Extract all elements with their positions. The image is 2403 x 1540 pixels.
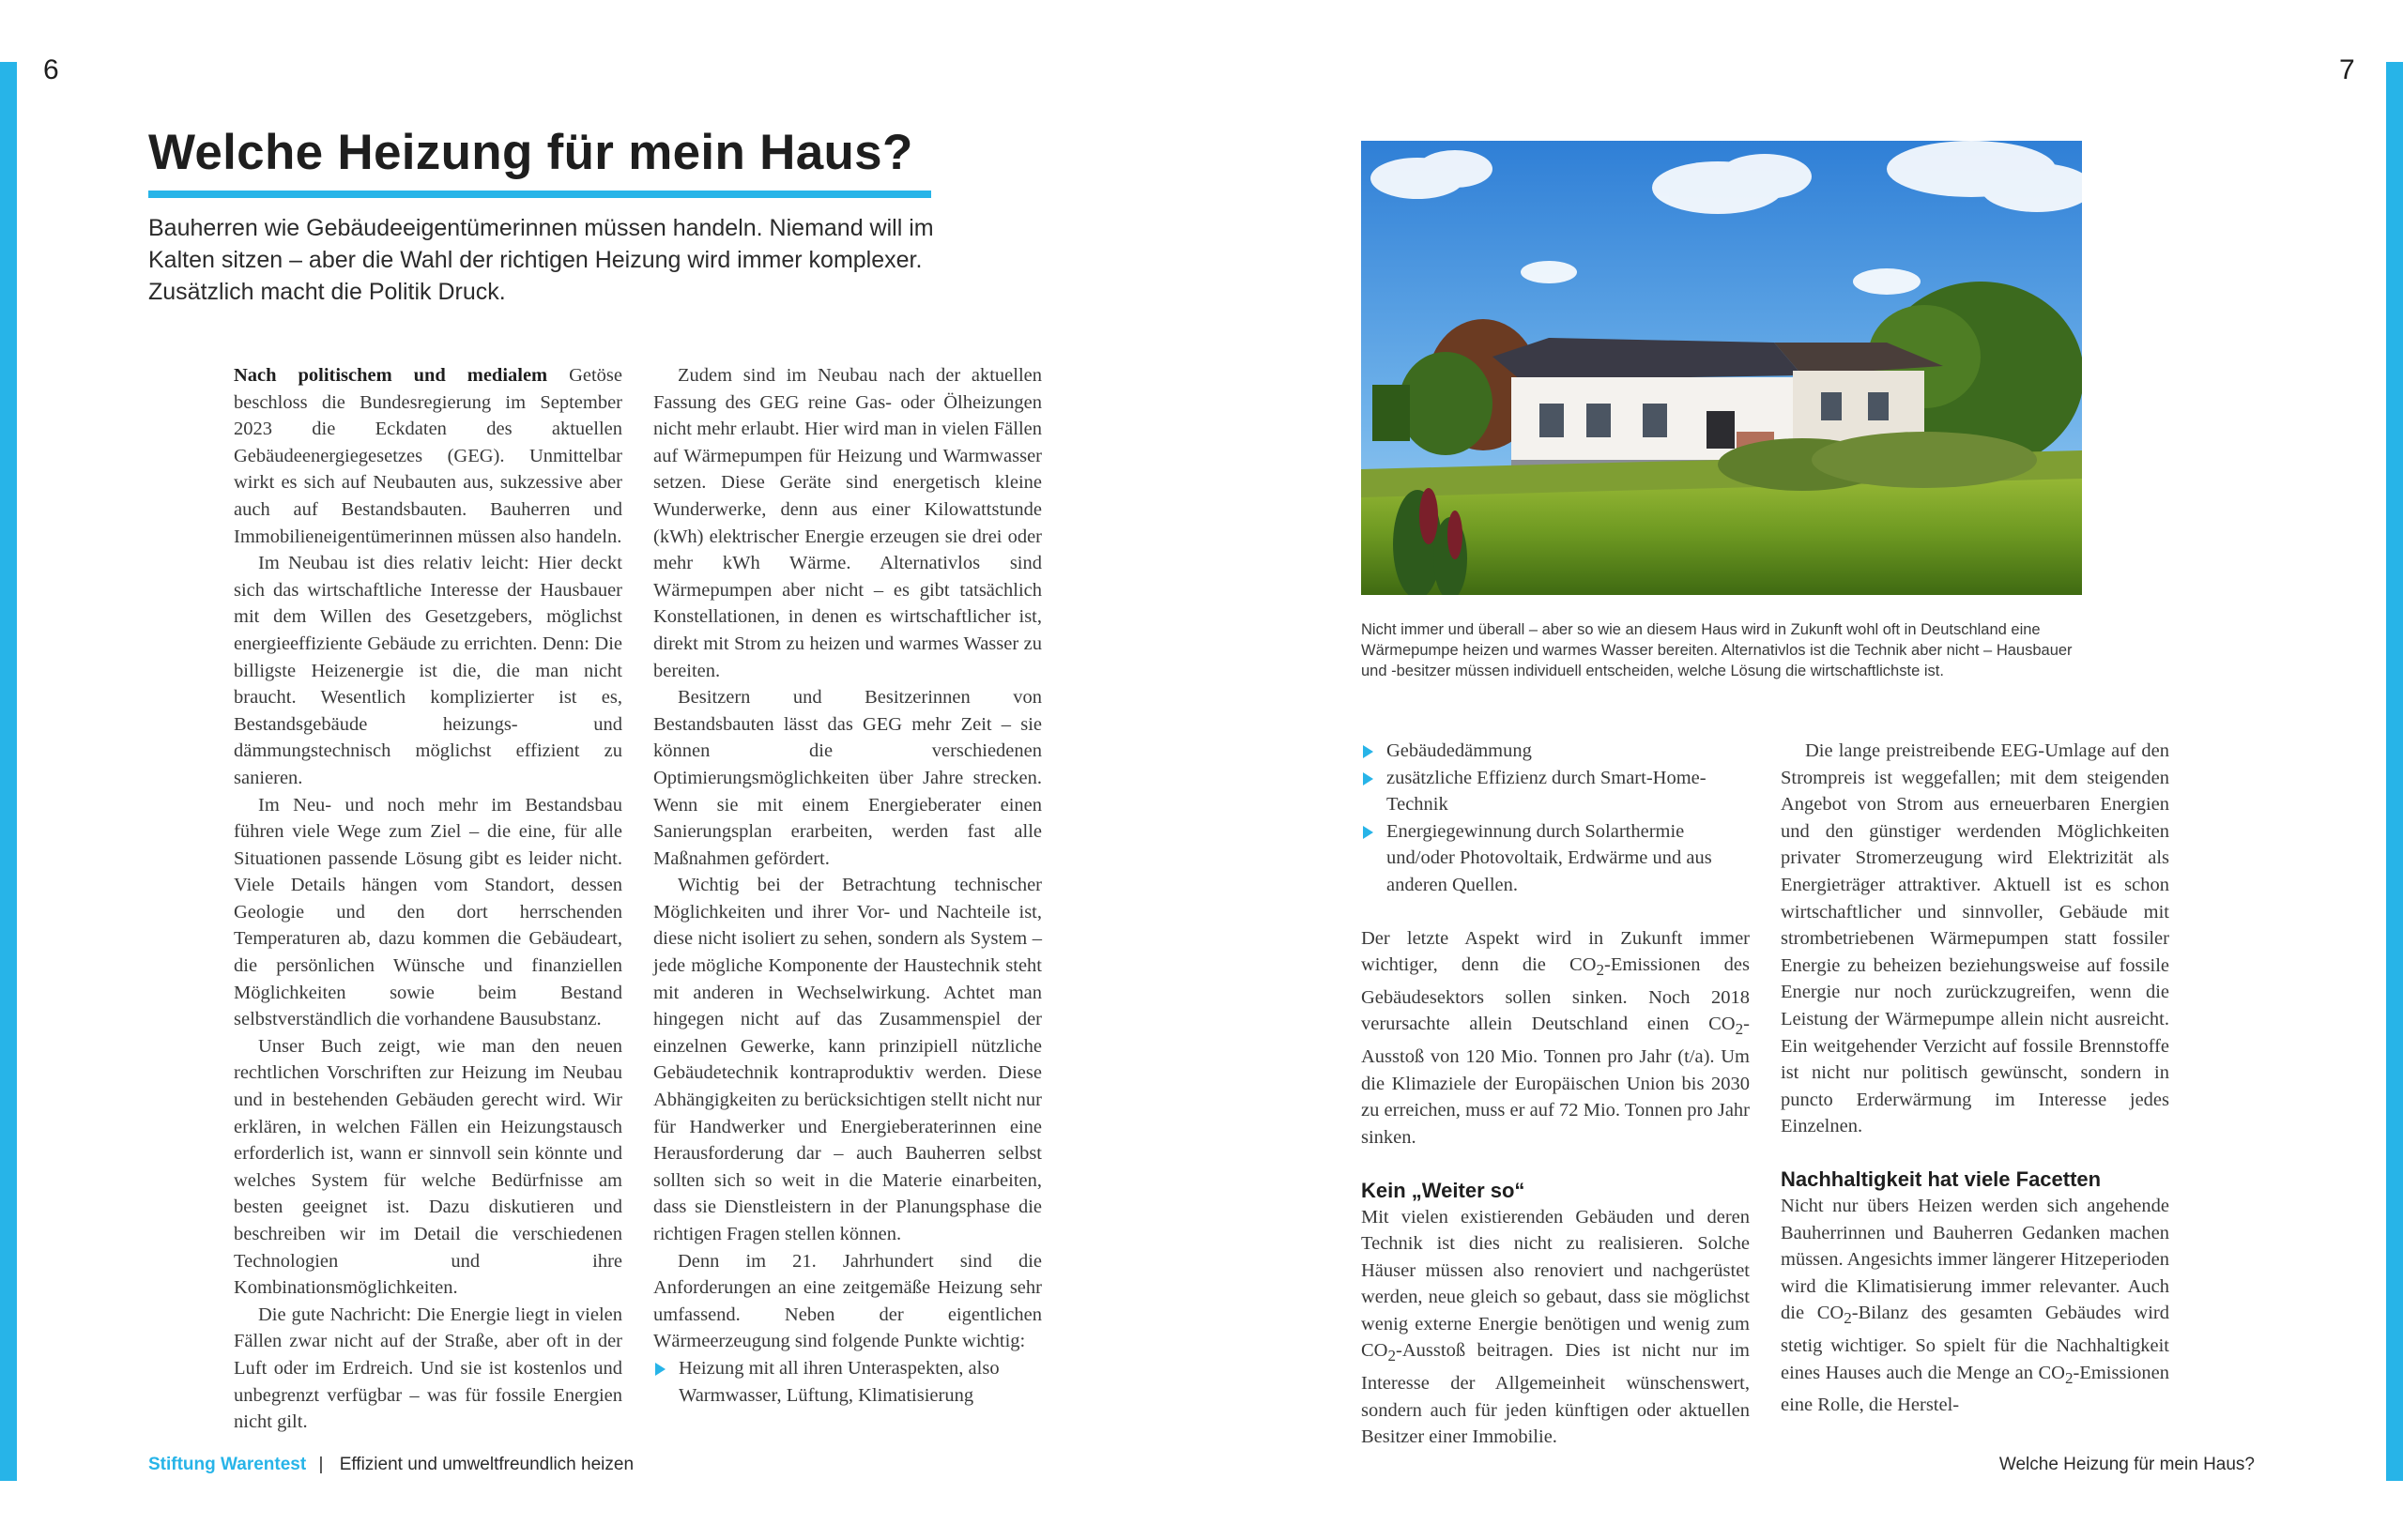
paragraph <box>1361 1204 1750 1451</box>
triangle-bullet-icon <box>1363 772 1373 785</box>
section-heading: Nachhaltigkeit hat viele Facetten <box>1781 1166 2102 1191</box>
paragraph-text: Der letzte Aspekt wird in Zukunft immer wichtiger, denn die CO <box>1361 927 1750 976</box>
paragraph <box>1361 925 1750 1151</box>
spacer <box>1781 1140 2169 1166</box>
paragraph: Zudem sind im Neubau nach der aktuellen Fassung des GEG reine Gas- oder Ölheizungen nicht mehr erlaubt. Hier wird man in vielen Fällen auf Wärmepumpen für Heizung und Warmwasser setzen. Diese Geräte sind energetisch kleine Wunderwerke, denn aus einer Kilowattstunde (kWh) elektrischer Energie erzeugen sie drei oder mehr kWh Wärme. Alternativlos sind Wärmepumpen aber nicht – es gibt tatsächlich Konstellationen, in denen es wirtschaftlicher ist, direkt mit Strom zu heizen und warmes Wasser zu bereiten. <box>653 365 1042 681</box>
photo-caption: Nicht immer und überall – aber so wie an diesem Haus wird in Zukunft wohl oft in Deutschland eine Wärmepumpe heizen und warmes Wasser bereiten. Alternativlos ist die Technik aber nicht – Hausbauer und -besitzer müssen individuell entscheiden, welche Lösung die wirtschaftlichste ist. <box>1361 621 2073 679</box>
bullet-list <box>653 1355 1042 1409</box>
paragraph-text: Mit vielen existierenden Gebäuden und deren Technik ist dies nicht zu realisieren. Solche Häuser müssen also renoviert und nachgerüstet werden, neue gleich so gebaut, dass sie möglichst wenig externe Energie benötigen und wenig zum CO <box>1361 1206 1750 1362</box>
house-photo <box>1361 141 2082 595</box>
list-item-text: zusätzliche Effizienz durch Smart-Home-Technik <box>1386 767 1707 816</box>
house-illustration <box>1361 141 2082 595</box>
paragraph-text: -Emissionen eine Rolle, die Herstel- <box>1781 1362 2169 1416</box>
left-edge-bar <box>0 62 17 1481</box>
paragraph-text: -Emissionen des Gebäudesektors sollen sinken. Noch 2018 verursachte allein Deutschland einen CO <box>1361 954 1750 1035</box>
paragraph-text: -Ausstoß von 120 Mio. Tonnen pro Jahr (t/a). Um die Klimaziele der Europäischen Union bis 2030 zu erreichen, muss er auf 72 Mio. Tonnen pro Jahr sinken. <box>1361 1014 1750 1148</box>
text-column-1 <box>234 362 622 1436</box>
page-number-right: 7 <box>2339 54 2355 85</box>
spacer <box>1361 899 1750 925</box>
paragraph: Im Neu- und noch mehr im Bestandsbau führen viele Wege zum Ziel – die eine, für alle Situationen passende Lösung gibt es leider nicht. Viele Details hängen vom Standort, dessen Geologie und den dort herrschenden Temperaturen ab, dazu kommen die Gebäudeart, die persönlichen Wünsche und finanziellen Möglichkeiten sowie beim Bestand selbstverständlich die vorhandene Bausubstanz. <box>234 794 622 1030</box>
subscript: 2 <box>1735 1020 1744 1039</box>
paragraph: Wichtig bei der Betrachtung technischer Möglichkeiten und ihrer Vor- und Nachteile ist, diese nicht isoliert zu sehen, sondern als System – jede mögliche Komponente der Haustechnik steht mit anderen in Wechselwirkung. Achtet man hingegen nicht auf das Zusammenspiel der einzelnen Gewerke, kann prinzipiell nützliche Gebäudetechnik kontraproduktiv werden. Diese Abhängigkeiten zu berücksichtigen stellt nicht nur für Handwerker und Energieberaterinnen eine Herausforderung dar – auch Bauherren selbst sollten sich so weit in die Materie einarbeiten, dass sie Dienstleistern in der Planungsphase die richtigen Fragen stellen können. <box>653 875 1042 1244</box>
list-item <box>1361 738 1750 765</box>
subscript: 2 <box>1596 961 1605 980</box>
text-column-4 <box>1781 738 2169 1419</box>
paragraph: Im Neubau ist dies relativ leicht: Hier deckt sich das wirtschaftliche Interesse der Hausbauer mit dem Willen des Gesetzgebers, möglichst energieeffiziente Gebäude zu errichten. Denn: Die billigste Heizenergie ist die, die man nicht braucht. Wesentlich komplizierter ist es, Bestandsgebäude heizungs- und dämmungstechnisch möglichst effizient zu sanieren. <box>234 553 622 788</box>
subscript: 2 <box>1387 1347 1397 1365</box>
footer-right: Welche Heizung für mein Haus? <box>1998 1455 2255 1474</box>
paragraph: Besitzern und Besitzerinnen von Bestandsbauten lässt das GEG mehr Zeit – sie können die verschiedenen Optimierungsmöglichkeiten über Jahre strecken. Wenn sie mit einem Energieberater einen Sanierungsplan erarbeiten, werden fast alle Maßnahmen gefördert. <box>653 687 1042 869</box>
paragraph: Denn im 21. Jahrhundert sind die Anforderungen an eine zeitgemäße Heizung sehr umfassend. Neben der eigentlichen Wärmeerzeugung sind folgende Punkte wichtig: <box>653 1250 1042 1352</box>
text-column-2 <box>653 362 1042 1409</box>
footer-brand: Stiftung Warentest <box>148 1455 307 1474</box>
bullet-list <box>1361 738 1750 899</box>
list-item-text: Energiegewinnung durch Solarthermie und/oder Photovoltaik, Erdwärme und aus anderen Quellen. <box>1386 820 1712 895</box>
paragraph-text: -Bilanz des gesamten Gebäudes wird stetig wichtiger. So spielt für die Nachhaltigkeit eines Hauses auch die Menge an CO <box>1781 1303 2169 1383</box>
paragraph: Die lange preistreibende EEG-Umlage auf den Strompreis ist weggefallen; mit dem steigenden Angebot von Strom aus erneuerbaren Energien und den günstiger werdenden Möglichkeiten privater Stromerzeugung wird Elektrizität als Energieträger attraktiver. Aktuell ist es schon wirtschaftlicher und sinnvoller, Gebäude mit strombetriebenen Wärmepumpen statt fossiler Energie zu beheizen beziehungsweise auf fossile Energie nur noch zurückzugreifen, wenn die Leistung der Wärmepumpe allein nicht ausreicht. Ein weitgehender Verzicht auf fossile Brennstoffe ist nicht nur politisch gewünscht, sondern in puncto Erderwärmung im Interesse jedes Einzelnen. <box>1781 740 2169 1137</box>
paragraph-text: -Ausstoß beitragen. Dies ist nicht nur im Interesse der Allgemeinheit wünschenswert, sondern auch für jeden künftigen oder aktuellen Besitzer einer Immobilie. <box>1361 1340 1750 1448</box>
list-item <box>653 1355 1042 1409</box>
text-column-3 <box>1361 738 1750 1451</box>
paragraph <box>1781 1193 2169 1419</box>
page-number-left: 6 <box>43 54 59 85</box>
section-heading: Kein „Weiter so“ <box>1361 1178 1525 1202</box>
triangle-bullet-icon <box>1363 826 1373 839</box>
list-item <box>1361 818 1750 899</box>
footer-left <box>148 1455 634 1475</box>
lead-paragraph: Bauherren wie Gebäudeeigentümerinnen müssen handeln. Niemand will im Kalten sitzen – aber die Wahl der richtigen Heizung wird immer komplexer. Zusätzlich macht die Politik Druck. <box>148 215 934 305</box>
paragraph <box>234 362 622 550</box>
list-item-text: Heizung mit all ihren Unteraspekten, also Warmwasser, Lüftung, Klimatisierung <box>679 1357 1000 1406</box>
footer-book-title: Effizient und umweltfreundlich heizen <box>339 1455 635 1474</box>
paragraph-text: Nicht nur übers Heizen werden sich angehende Bauherrinnen und Bauherren Gedanken machen müssen. Angesichts immer längerer Hitzeperioden wird die Klimatisierung immer relevanter. Auch die CO <box>1781 1195 2169 1324</box>
triangle-bullet-icon <box>655 1363 666 1376</box>
paragraph-text: Getöse beschloss die Bundesregierung im September 2023 die Eckdaten des aktuellen Gebäudeenergiegesetzes (GEG). Unmittelbar wirkt es sich auf Neubauten aus, sukzessive aber auch auf Bestandsbauten. Bauherren und Immobilieneigentümerinnen müssen also handeln. <box>234 365 622 547</box>
paragraph: Unser Buch zeigt, wie man den neuen rechtlichen Vorschriften zur Heizung im Neubau und in bestehenden Gebäuden gerecht wird. Wir erklären, in welchen Fällen ein Heizungstausch erforderlich ist, wann er sinnvoll sein könnte und welches System für welche Bedürfnisse am besten geeignet ist. Dazu diskutieren und beschreiben wir im Detail die verschiedenen Technologien und ihre Kombinationsmöglichkeiten. <box>234 1035 622 1299</box>
subscript: 2 <box>2064 1368 2074 1387</box>
list-item <box>1361 765 1750 818</box>
right-edge-bar <box>2386 62 2403 1481</box>
page-title: Welche Heizung für mein Haus? <box>148 125 913 180</box>
lead-in: Nach politischem und medialem <box>234 365 548 386</box>
title-underline <box>148 191 931 198</box>
spacer <box>1361 1151 1750 1178</box>
paragraph: Die gute Nachricht: Die Energie liegt in vielen Fällen zwar nicht auf der Straße, aber oft in der Luft oder im Erdreich. Und sie ist kostenlos und unbegrenzt verfügbar – was für fossile Energien nicht gilt. <box>234 1304 622 1433</box>
triangle-bullet-icon <box>1363 745 1373 758</box>
subscript: 2 <box>1844 1309 1852 1328</box>
footer-separator: | <box>318 1455 324 1474</box>
list-item-text: Gebäudedämmung <box>1386 740 1532 761</box>
